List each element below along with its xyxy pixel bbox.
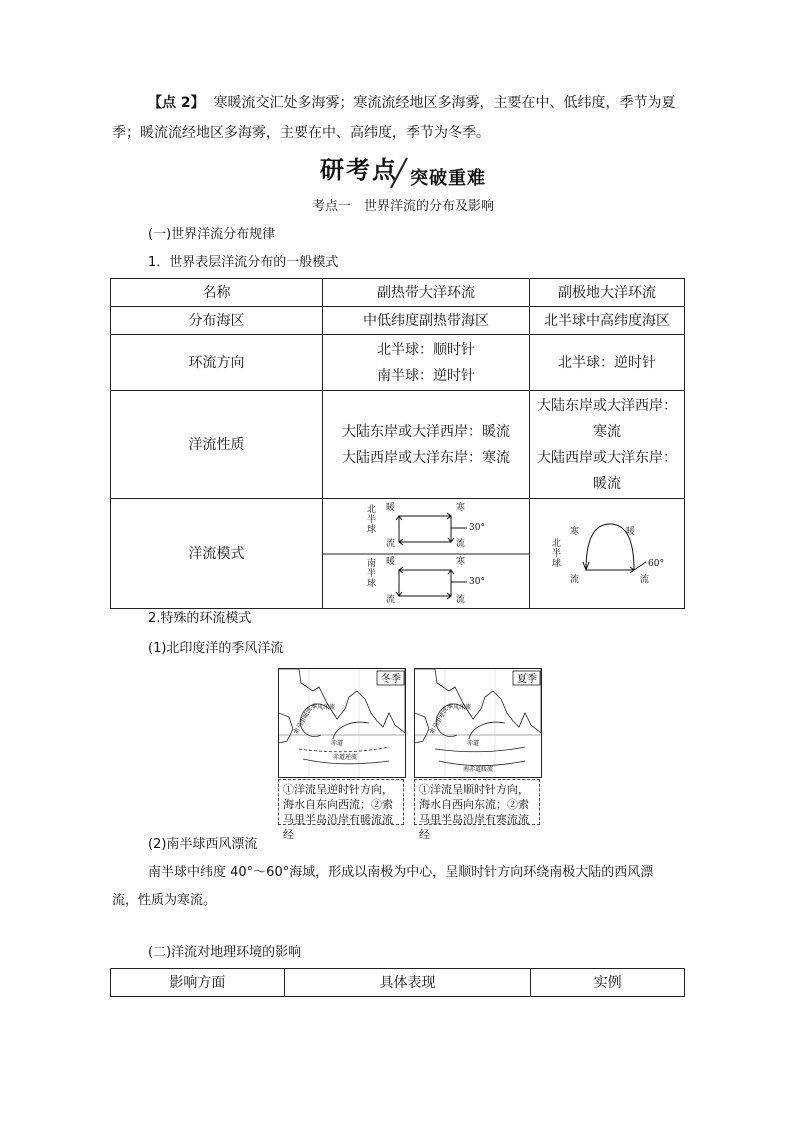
table-header-row: [111, 279, 685, 307]
point2-line2: 季；暖流流经地区多海雾，主要在中、高纬度，季节为冬季。: [112, 125, 490, 141]
latitude-label: 30°: [469, 576, 485, 587]
map-label: 赤道: [467, 740, 480, 747]
winter-map-graphic: [279, 669, 405, 777]
map-label: 季风洋流: [447, 704, 472, 711]
heading-1: (一)世界洋流分布规律: [148, 227, 276, 242]
map-label: 赤道: [331, 740, 344, 747]
table-cell-line: 大陆东岸或大洋西岸：暖流: [342, 423, 510, 440]
map-label: 赤道逆流: [333, 754, 358, 761]
table-header-cell: 影响方面: [111, 969, 285, 997]
table-cell: 洋流模式: [111, 499, 323, 609]
table-row: [111, 335, 685, 391]
hemi-char: 北: [367, 504, 377, 515]
flow-label: 流: [386, 538, 396, 549]
subpolar-model-cell: [530, 499, 685, 609]
season-label: 夏季: [517, 674, 537, 685]
table-header-cell: 副极地大洋环流: [530, 279, 685, 307]
hemi-char: 半: [367, 568, 377, 579]
table-cell: [323, 391, 530, 499]
hemi-char: 半: [367, 514, 377, 525]
winter-monsoon-map: [278, 668, 406, 778]
westwind-line1: 南半球中纬度 40°～60°海域，形成以南极为中心，呈顺时针方向环绕南极大陆的西风漂: [148, 865, 654, 880]
heading-2: 2.特殊的环流模式: [148, 611, 252, 626]
point2-line1: [148, 88, 708, 118]
subtropical-model-cell: [323, 499, 530, 609]
subtropical-gyre-diagram: [323, 500, 529, 608]
table-row: [111, 499, 685, 609]
table-cell: 环流方向: [111, 335, 323, 391]
hemi-char: 半: [552, 548, 562, 559]
summer-monsoon-map: [414, 668, 542, 778]
north-hemisphere-model: [367, 501, 485, 549]
table-cell-line: 大陆东岸或大洋西岸：: [537, 397, 677, 414]
map-label: 索马里暖流: [292, 705, 314, 736]
map-label: 索马里寒流: [428, 705, 450, 736]
heading-1-1: 1．世界表层洋流分布的一般模式: [148, 255, 339, 270]
table-cell: 中低纬度副热带海区: [323, 307, 530, 335]
hemi-char: 南: [367, 558, 377, 569]
warm-label: 暖: [626, 526, 636, 537]
section-title-main: 研考点: [320, 155, 398, 184]
table-cell: 北半球：逆时针: [530, 335, 685, 391]
hemi-char: 球: [367, 578, 377, 589]
summer-map-graphic: [415, 669, 541, 777]
latitude-label: 30°: [469, 522, 485, 533]
point2-tag: 【点 2】: [148, 95, 205, 111]
winter-caption: ①洋流呈逆时针方向，海水自东向西流；②索马里半岛沿岸有暖流流经: [278, 779, 404, 825]
table-header-cell: 副热带大洋环流: [323, 279, 530, 307]
westwind-line2: 流，性质为寒流。: [112, 893, 217, 908]
cold-label: 寒: [456, 502, 466, 513]
map-label: 季风洋流: [311, 704, 336, 711]
warm-label: 暖: [386, 556, 396, 567]
heading-3: (二)洋流对地理环境的影响: [148, 945, 302, 960]
hemi-char: 球: [552, 558, 562, 569]
cold-label: 寒: [456, 556, 466, 567]
table-header-cell: 实例: [531, 969, 685, 997]
kaodian-title: 考点一 世界洋流的分布及影响: [312, 199, 495, 214]
map-label: 南赤道暖流: [463, 766, 494, 773]
table-cell: [530, 391, 685, 499]
table-header-cell: 名称: [111, 279, 323, 307]
table-header-row: [111, 969, 685, 997]
hemi-char: 球: [367, 524, 377, 535]
table-header-cell: 具体表现: [284, 969, 531, 997]
table-cell-line: 北半球：顺时针: [377, 341, 475, 358]
latitude-label: 60°: [648, 558, 664, 569]
flow-label: 流: [386, 594, 396, 605]
table-cell: 北半球中高纬度海区: [530, 307, 685, 335]
table-row: [111, 307, 685, 335]
point2-text1: 寒暖流交汇处多海雾；寒流流经地区多海雾，主要在中、低纬度，季节为夏: [213, 95, 676, 111]
table-cell: 洋流性质: [111, 391, 323, 499]
flow-label: 流: [640, 574, 650, 585]
season-label: 冬季: [381, 674, 401, 685]
ocean-current-pattern-table: [110, 278, 685, 609]
table-cell: [323, 335, 530, 391]
influence-table: [110, 968, 685, 997]
section-title-sub: 突破重难: [410, 168, 486, 189]
hemi-char: 北: [552, 538, 562, 549]
cold-label: 寒: [570, 526, 580, 537]
section-title: [320, 150, 540, 194]
flow-label: 流: [456, 594, 466, 605]
heading-2-2: (2)南半球西风漂流: [148, 837, 258, 852]
table-row: [111, 391, 685, 499]
table-cell-line: 大陆西岸或大洋东岸：: [537, 449, 677, 466]
table-cell-line: 寒流: [593, 423, 621, 440]
warm-label: 暖: [386, 502, 396, 513]
table-cell-line: 大陆西岸或大洋东岸：寒流: [342, 449, 510, 466]
summer-caption: ①洋流呈顺时针方向，海水自西向东流；②索马里半岛沿岸有寒流流经: [414, 779, 540, 825]
flow-label: 流: [570, 574, 580, 585]
flow-label: 流: [456, 538, 466, 549]
table-cell: 分布海区: [111, 307, 323, 335]
heading-2-1: (1)北印度洋的季风洋流: [148, 641, 284, 656]
south-hemisphere-model: [367, 555, 485, 605]
subpolar-gyre-diagram: [530, 500, 684, 608]
table-cell-line: 南半球：逆时针: [377, 367, 475, 384]
table-cell-line: 暖流: [593, 475, 621, 492]
